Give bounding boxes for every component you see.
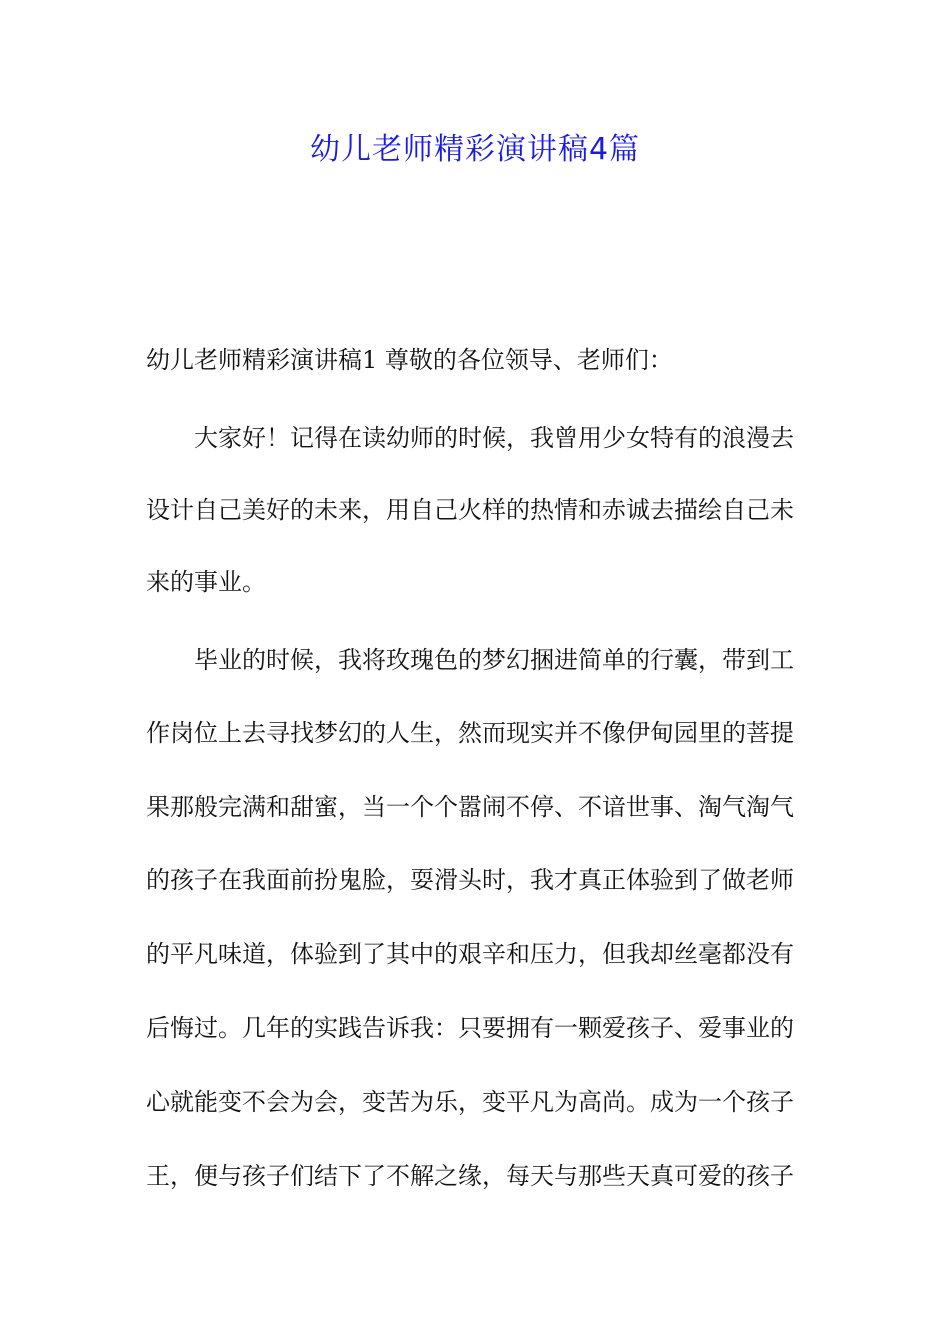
body-line: 的平凡味道，体验到了其中的艰辛和压力，但我却丝毫都没有 <box>146 940 794 968</box>
body-line: 果那般完满和甜蜜，当一个个嚣闹不停、不谙世事、淘气淘气 <box>146 793 794 821</box>
body-line: 的孩子在我面前扮鬼脸，耍滑头时，我才真正体验到了做老师 <box>146 866 794 894</box>
body-line: 王，便与孩子们结下了不解之缘，每天与那些天真可爱的孩子 <box>146 1162 794 1190</box>
body-line: 毕业的时候，我将玫瑰色的梦幻捆进简单的行囊，带到工 <box>194 646 794 674</box>
body-line: 设计自己美好的未来，用自己火样的热情和赤诚去描绘自己未 <box>146 496 794 524</box>
body-line: 后悔过。几年的实践告诉我：只要拥有一颗爱孩子、爱事业的 <box>146 1014 794 1042</box>
document-title: 幼儿老师精彩演讲稿4篇 <box>309 132 641 167</box>
body-line: 作岗位上去寻找梦幻的人生，然而现实并不像伊甸园里的菩提 <box>146 719 794 747</box>
body-line: 心就能变不会为会，变苦为乐，变平凡为高尚。成为一个孩子 <box>146 1088 794 1116</box>
document-body <box>146 0 806 1344</box>
body-line: 大家好！记得在读幼师的时候，我曾用少女特有的浪漫去 <box>194 424 794 452</box>
body-line-intro: 幼儿老师精彩演讲稿1 尊敬的各位领导、老师们： <box>146 346 673 374</box>
body-line: 来的事业。 <box>146 568 266 596</box>
